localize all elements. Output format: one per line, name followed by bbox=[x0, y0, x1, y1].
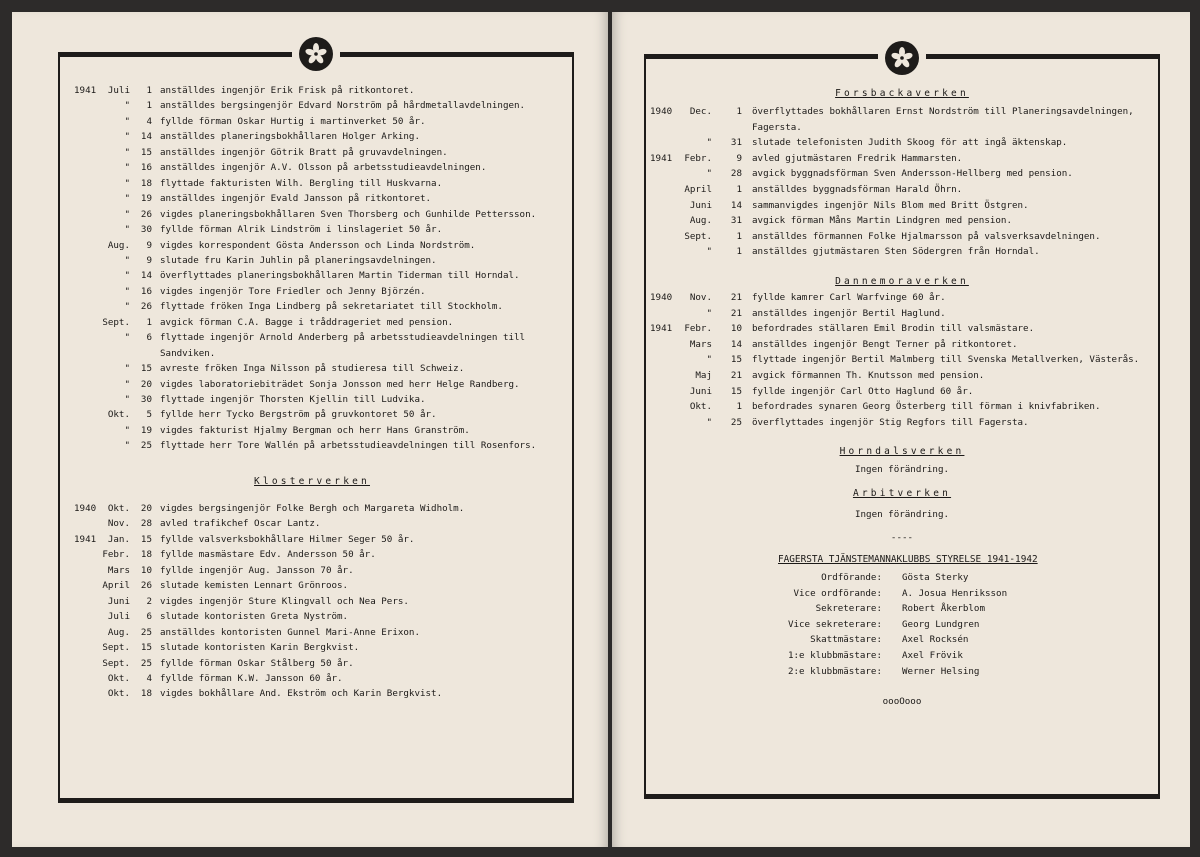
entry-row bbox=[612, 120, 1190, 135]
board-member-name: Werner Helsing bbox=[902, 665, 980, 677]
entry-day: 15 bbox=[140, 642, 152, 654]
entry-text: avgick förman Måns Martin Lindgren med pension. bbox=[752, 215, 1012, 227]
flower-emblem-icon bbox=[885, 41, 919, 75]
entry-text: överflyttades planeringsbokhållaren Martin Tiderman till Horndal. bbox=[160, 270, 520, 282]
entry-row bbox=[612, 135, 1190, 150]
entry-month: " bbox=[124, 378, 130, 390]
entry-month: " bbox=[124, 332, 130, 344]
entry-month: Febr. bbox=[684, 152, 712, 164]
board-role: Sekreterare: bbox=[815, 603, 882, 615]
board-role: Vice ordförande: bbox=[793, 587, 882, 599]
board-member-name: Robert Åkerblom bbox=[902, 603, 985, 615]
entry-month: Juni bbox=[689, 385, 712, 397]
entry-row bbox=[612, 384, 1190, 399]
entry-month: " bbox=[124, 224, 130, 236]
entry-day: 15 bbox=[730, 354, 742, 366]
entry-month: " bbox=[124, 440, 130, 452]
entry-text: vigdes laboratoriebiträdet Sonja Jonsson med herr Helge Randberg. bbox=[160, 378, 520, 390]
entry-month: " bbox=[706, 307, 712, 319]
entry-row bbox=[612, 306, 1190, 321]
entry-month: " bbox=[124, 424, 130, 436]
entry-text: anställdes ingenjör Götrik Bratt på gruvavdelningen. bbox=[160, 146, 448, 158]
end-ornament: oooOooo bbox=[882, 696, 922, 707]
entry-day: 21 bbox=[730, 370, 742, 381]
entry-month: " bbox=[706, 137, 712, 149]
entry-month: April bbox=[102, 580, 130, 592]
entry-day: 28 bbox=[140, 518, 152, 530]
entry-day: 20 bbox=[140, 378, 152, 390]
arbitverken-text: Ingen förändring. bbox=[854, 509, 950, 520]
entry-text: vigdes planeringsbokhållaren Sven Thorsberg och Gunhilde Pettersson. bbox=[160, 208, 537, 220]
entry-year: 1940 bbox=[650, 292, 673, 303]
entry-month: " bbox=[124, 285, 130, 297]
entry-day: 4 bbox=[146, 672, 152, 684]
entry-text: flyttade fröken Inga Lindberg på sekretariatet till Stockholm. bbox=[160, 301, 503, 313]
entry-year: 1941 bbox=[74, 85, 97, 96]
entry-row bbox=[12, 191, 608, 206]
board-member-name: Georg Lundgren bbox=[902, 618, 980, 630]
entry-row bbox=[12, 438, 608, 453]
entry-month: " bbox=[124, 193, 130, 205]
entry-text: vigdes korrespondent Gösta Andersson och Linda Nordström. bbox=[160, 239, 476, 251]
entry-row bbox=[612, 399, 1190, 414]
entry-day: 25 bbox=[140, 626, 152, 638]
entry-day: 15 bbox=[140, 363, 152, 375]
entry-day: 1 bbox=[146, 85, 152, 96]
entry-row bbox=[12, 83, 608, 98]
entry-row bbox=[12, 609, 608, 624]
entry-text: slutade fru Karin Juhlin på planeringsavdelningen. bbox=[160, 254, 437, 266]
entry-text: Sandviken. bbox=[160, 347, 216, 359]
entry-row bbox=[612, 213, 1190, 228]
entry-row bbox=[12, 671, 608, 686]
entry-day: 4 bbox=[146, 115, 152, 127]
entry-row bbox=[12, 594, 608, 609]
entry-day: 1 bbox=[736, 106, 742, 117]
entry-row bbox=[12, 129, 608, 144]
entry-day: 1 bbox=[146, 316, 152, 328]
entry-row bbox=[12, 516, 608, 531]
entry-day: 21 bbox=[730, 292, 742, 303]
entry-month: " bbox=[124, 254, 130, 266]
board-heading: FAGERSTA TJÄNSTEMANNAKLUBBS STYRELSE 1941-1942 bbox=[778, 554, 1038, 565]
horndalsverken-text: Ingen förändring. bbox=[854, 464, 950, 475]
entry-month: Juni bbox=[689, 199, 712, 211]
entry-text: anställdes ingenjör Evald Jansson på ritkontoret. bbox=[160, 193, 432, 205]
left-page bbox=[12, 12, 608, 847]
dannemoraverken-heading: Dannemoraverken bbox=[835, 276, 969, 287]
entry-row bbox=[612, 229, 1190, 244]
entry-row bbox=[12, 407, 608, 422]
entry-text: flyttade ingenjör Thorsten Kjellin till Ludvika. bbox=[160, 394, 426, 405]
board-member-name: A. Josua Henriksson bbox=[902, 587, 1008, 599]
entry-row bbox=[12, 501, 608, 516]
entry-row bbox=[12, 346, 608, 361]
entry-row bbox=[12, 160, 608, 175]
entry-row bbox=[12, 315, 608, 330]
entry-text: överflyttades bokhållaren Ernst Nordström till Planeringsavdelningen, bbox=[752, 106, 1134, 117]
entry-day: 31 bbox=[730, 215, 742, 227]
entry-row bbox=[612, 290, 1190, 305]
top-rule-left bbox=[58, 52, 292, 57]
entry-day: 9 bbox=[736, 152, 742, 164]
entry-day: 31 bbox=[730, 137, 742, 149]
entry-row bbox=[12, 640, 608, 655]
entry-month: Dec. bbox=[689, 106, 712, 117]
entry-day: 19 bbox=[140, 193, 152, 205]
entry-month: Mars bbox=[689, 338, 712, 350]
entry-text: avgick byggnadsförman Sven Andersson-Hellberg med pension. bbox=[752, 168, 1073, 180]
entry-row bbox=[12, 253, 608, 268]
entry-text: anställdes ingenjör Erik Frisk på ritkontoret. bbox=[160, 85, 415, 96]
entry-month: " bbox=[124, 394, 130, 405]
entry-row bbox=[612, 368, 1190, 383]
entry-text: slutade kemisten Lennart Grönroos. bbox=[160, 580, 349, 592]
entry-month: Nov. bbox=[107, 518, 130, 530]
entry-month: " bbox=[124, 162, 130, 174]
entry-row bbox=[12, 547, 608, 562]
entry-text: anställdes ingenjör Bengt Terner på ritkontoret. bbox=[752, 338, 1018, 350]
top-rule-left bbox=[644, 54, 878, 59]
entry-day: 1 bbox=[736, 246, 742, 258]
entry-text: befordrades ställaren Emil Brodin till valsmästare. bbox=[752, 323, 1035, 335]
entry-month: Febr. bbox=[684, 323, 712, 335]
entry-day: 16 bbox=[140, 285, 152, 297]
entry-day: 10 bbox=[730, 323, 742, 335]
right-page bbox=[612, 12, 1190, 847]
entry-text: fyllde masmästare Edv. Andersson 50 år. bbox=[160, 549, 376, 561]
entry-row bbox=[612, 182, 1190, 197]
entry-text: avgick förman C.A. Bagge i tråddrageriet med pension. bbox=[160, 316, 454, 328]
entry-day: 26 bbox=[140, 301, 152, 313]
entry-month: " bbox=[124, 301, 130, 313]
entry-month: Okt. bbox=[107, 503, 130, 514]
entry-month: " bbox=[124, 270, 130, 282]
entry-text: fyllde förman Alrik Lindström i linslageriet 50 år. bbox=[160, 224, 443, 236]
entry-text: vigdes ingenjör Sture Klingvall och Nea Pers. bbox=[160, 595, 409, 607]
entry-text: fyllde förman Oskar Hurtig i martinverket 50 år. bbox=[160, 115, 426, 127]
entry-day: 14 bbox=[140, 131, 152, 143]
board-member-name: Axel Frövik bbox=[902, 650, 963, 661]
forsbackaverken-heading: Forsbackaverken bbox=[835, 88, 969, 99]
entry-month: Juli bbox=[107, 85, 130, 96]
entry-day: 30 bbox=[140, 394, 152, 405]
entry-text: flyttade herr Tore Wallén på arbetsstudieavdelningen till Rosenfors. bbox=[160, 440, 537, 452]
entry-year: 1940 bbox=[74, 503, 97, 514]
entry-day: 15 bbox=[730, 385, 742, 397]
entry-year: 1940 bbox=[650, 106, 673, 117]
entry-text: anställdes förmannen Folke Hjalmarsson på valsverksavdelningen. bbox=[752, 230, 1101, 242]
entry-text: anställdes ingenjör A.V. Olsson på arbetsstudieavdelningen. bbox=[160, 162, 487, 174]
entry-day: 14 bbox=[730, 338, 742, 350]
entry-day: 5 bbox=[146, 409, 152, 421]
entry-row bbox=[612, 337, 1190, 352]
entry-day: 20 bbox=[140, 503, 152, 514]
entry-text: befordrades synaren Georg Österberg till förman i knivfabriken. bbox=[752, 401, 1101, 413]
entry-row bbox=[12, 268, 608, 283]
entry-text: fyllde kamrer Carl Warfvinge 60 år. bbox=[752, 292, 946, 303]
entry-row bbox=[12, 299, 608, 314]
entry-text: avreste fröken Inga Nilsson på studieresa till Schweiz. bbox=[160, 363, 465, 375]
entry-row bbox=[12, 392, 608, 407]
entry-month: " bbox=[124, 131, 130, 143]
board-member-name: Axel Rocksén bbox=[902, 634, 969, 646]
entry-text: anställdes bergsingenjör Edvard Norström på hårdmetallavdelningen. bbox=[160, 100, 526, 112]
entry-text: slutade kontoristen Greta Nyström. bbox=[160, 611, 349, 623]
entry-day: 18 bbox=[140, 688, 152, 700]
entry-text: fyllde herr Tycko Bergström på gruvkontoret 50 år. bbox=[160, 409, 437, 421]
entry-day: 16 bbox=[140, 162, 152, 174]
entry-text: vigdes ingenjör Tore Friedler och Jenny Björzén. bbox=[160, 285, 426, 297]
entry-month: " bbox=[124, 208, 130, 220]
entry-text: avled trafikchef Oscar Lantz. bbox=[160, 518, 321, 530]
entry-text: anställdes ingenjör Bertil Haglund. bbox=[752, 307, 946, 319]
entry-text: vigdes bokhållare And. Ekström och Karin Bergkvist. bbox=[160, 688, 443, 700]
flower-emblem-icon bbox=[299, 37, 333, 71]
entry-row bbox=[12, 656, 608, 671]
board-role: Ordförande: bbox=[821, 572, 882, 583]
board-role: 2:e klubbmästare: bbox=[787, 665, 882, 677]
entry-month: Okt. bbox=[107, 672, 130, 684]
entry-month: Sept. bbox=[102, 642, 130, 654]
entry-month: " bbox=[124, 100, 130, 112]
entry-month: Maj bbox=[695, 370, 712, 381]
horndalsverken-heading: Horndalsverken bbox=[839, 446, 965, 457]
entry-row bbox=[12, 578, 608, 593]
entry-day: 30 bbox=[140, 224, 152, 236]
entry-row bbox=[12, 114, 608, 129]
entry-day: 15 bbox=[140, 146, 152, 158]
entry-month: April bbox=[684, 184, 712, 195]
entry-month: Juni bbox=[107, 595, 130, 607]
entry-row bbox=[12, 686, 608, 701]
entry-text: avgick förmannen Th. Knutsson med pension. bbox=[752, 370, 985, 381]
entry-text: anställdes kontoristen Gunnel Mari-Anne Erixon. bbox=[160, 626, 420, 638]
entry-row bbox=[12, 377, 608, 392]
entry-row bbox=[12, 532, 608, 547]
entry-day: 14 bbox=[730, 199, 742, 211]
entry-month: Febr. bbox=[102, 549, 130, 561]
entry-year: 1941 bbox=[650, 152, 673, 164]
entry-month: Sept. bbox=[102, 657, 130, 669]
entry-month: Sept. bbox=[684, 230, 712, 242]
entry-text: flyttade ingenjör Bertil Malmberg till Svenska Metallverken, Västerås. bbox=[752, 354, 1140, 366]
entry-text: vigdes fakturist Hjalmy Bergman och herr Hans Granström. bbox=[160, 424, 470, 436]
entry-day: 26 bbox=[140, 208, 152, 220]
bottom-rule bbox=[644, 794, 1160, 799]
entry-day: 1 bbox=[736, 401, 742, 413]
entry-text: slutade kontoristen Karin Bergkvist. bbox=[160, 642, 360, 654]
entry-text: anställdes byggnadsförman Harald Öhrn. bbox=[752, 184, 963, 195]
entry-row bbox=[612, 104, 1190, 119]
entry-text: avled gjutmästaren Fredrik Hammarsten. bbox=[752, 152, 963, 164]
entry-row bbox=[12, 145, 608, 160]
entry-day: 21 bbox=[730, 307, 742, 319]
entry-month: Okt. bbox=[689, 401, 712, 413]
entry-month: Aug. bbox=[107, 626, 130, 638]
entry-month: " bbox=[124, 146, 130, 158]
entry-text: anställdes gjutmästaren Sten Södergren från Horndal. bbox=[752, 246, 1040, 258]
entry-row bbox=[12, 284, 608, 299]
entry-text: fyllde förman Oskar Stålberg 50 år. bbox=[160, 657, 354, 669]
entry-row bbox=[12, 423, 608, 438]
entry-day: 1 bbox=[736, 184, 742, 195]
entry-day: 6 bbox=[146, 611, 152, 623]
entry-text: vigdes bergsingenjör Folke Bergh och Margareta Widholm. bbox=[160, 503, 465, 514]
entry-text: fyllde ingenjör Aug. Jansson 70 år. bbox=[160, 564, 354, 576]
entry-row bbox=[612, 415, 1190, 430]
entry-row bbox=[612, 151, 1190, 166]
entry-day: 10 bbox=[140, 564, 152, 576]
entry-month: " bbox=[124, 115, 130, 127]
entry-day: 19 bbox=[140, 424, 152, 436]
entry-text: sammanvigdes ingenjör Nils Blom med Britt Östgren. bbox=[752, 199, 1029, 211]
arbitverken-heading: Arbitverken bbox=[852, 488, 952, 499]
entry-row bbox=[12, 98, 608, 113]
entry-month: Okt. bbox=[107, 688, 130, 700]
entry-month: Aug. bbox=[689, 215, 712, 227]
entry-row bbox=[12, 176, 608, 191]
entry-text: flyttade ingenjör Arnold Anderberg på arbetsstudieavdelningen till bbox=[160, 332, 526, 344]
board-role: Vice sekreterare: bbox=[787, 618, 882, 630]
entry-month: Okt. bbox=[107, 409, 130, 421]
entry-text: Fagersta. bbox=[752, 121, 802, 133]
entry-month: " bbox=[124, 177, 130, 189]
entry-day: 14 bbox=[140, 270, 152, 282]
board-member-name: Gösta Sterky bbox=[902, 572, 969, 583]
klosterverken-heading: Klosterverken bbox=[254, 476, 370, 487]
entry-text: slutade telefonisten Judith Skoog för att ingå äktenskap. bbox=[752, 137, 1068, 149]
entry-row bbox=[612, 244, 1190, 259]
entry-day: 26 bbox=[140, 580, 152, 592]
entry-row bbox=[612, 166, 1190, 181]
entry-day: 18 bbox=[140, 549, 152, 561]
entry-day: 25 bbox=[140, 440, 152, 452]
entry-row bbox=[12, 361, 608, 376]
entry-day: 9 bbox=[146, 239, 152, 251]
entry-day: 1 bbox=[146, 100, 152, 112]
top-rule-right bbox=[926, 54, 1160, 59]
entry-month: Mars bbox=[107, 564, 130, 576]
entry-year: 1941 bbox=[650, 323, 673, 335]
entry-day: 15 bbox=[140, 533, 152, 545]
entry-text: anställdes planeringsbokhållaren Holger Arking. bbox=[160, 131, 420, 143]
entry-year: 1941 bbox=[74, 533, 97, 545]
entry-month: " bbox=[706, 168, 712, 180]
entry-row bbox=[612, 321, 1190, 336]
entry-month: Juli bbox=[107, 611, 130, 623]
entry-row bbox=[12, 330, 608, 345]
entry-row bbox=[12, 238, 608, 253]
entry-text: fyllde förman K.W. Jansson 60 år. bbox=[160, 672, 343, 684]
entry-day: 18 bbox=[140, 177, 152, 189]
entry-day: 9 bbox=[146, 254, 152, 266]
board-role: Skattmästare: bbox=[810, 634, 882, 646]
entry-month: " bbox=[706, 416, 712, 428]
entry-row bbox=[12, 207, 608, 222]
entry-day: 25 bbox=[140, 657, 152, 669]
entry-day: 2 bbox=[146, 595, 152, 607]
entry-text: flyttade fakturisten Wilh. Bergling till Huskvarna. bbox=[160, 177, 443, 189]
entry-row bbox=[12, 222, 608, 237]
entry-text: fyllde valsverksbokhållare Hilmer Seger 50 år. bbox=[160, 533, 415, 545]
section-divider: ---- bbox=[890, 532, 914, 543]
entry-text: överflyttades ingenjör Stig Regfors till Fagersta. bbox=[752, 416, 1029, 428]
entry-day: 1 bbox=[736, 230, 742, 242]
entry-month: Nov. bbox=[689, 292, 712, 303]
entry-month: " bbox=[706, 246, 712, 258]
bottom-rule bbox=[58, 798, 574, 803]
top-rule-right bbox=[340, 52, 574, 57]
entry-row bbox=[12, 563, 608, 578]
entry-day: 25 bbox=[730, 416, 742, 428]
entry-row bbox=[612, 198, 1190, 213]
entry-month: Sept. bbox=[102, 316, 130, 328]
entry-month: Jan. bbox=[107, 533, 130, 545]
entry-day: 6 bbox=[146, 332, 152, 344]
entry-month: " bbox=[124, 363, 130, 375]
entry-row bbox=[12, 625, 608, 640]
entry-month: Aug. bbox=[107, 239, 130, 251]
entry-row bbox=[612, 352, 1190, 367]
entry-day: 28 bbox=[730, 168, 742, 180]
entry-text: fyllde ingenjör Carl Otto Haglund 60 år. bbox=[752, 385, 974, 397]
board-role: 1:e klubbmästare: bbox=[787, 650, 882, 661]
entry-month: " bbox=[706, 354, 712, 366]
